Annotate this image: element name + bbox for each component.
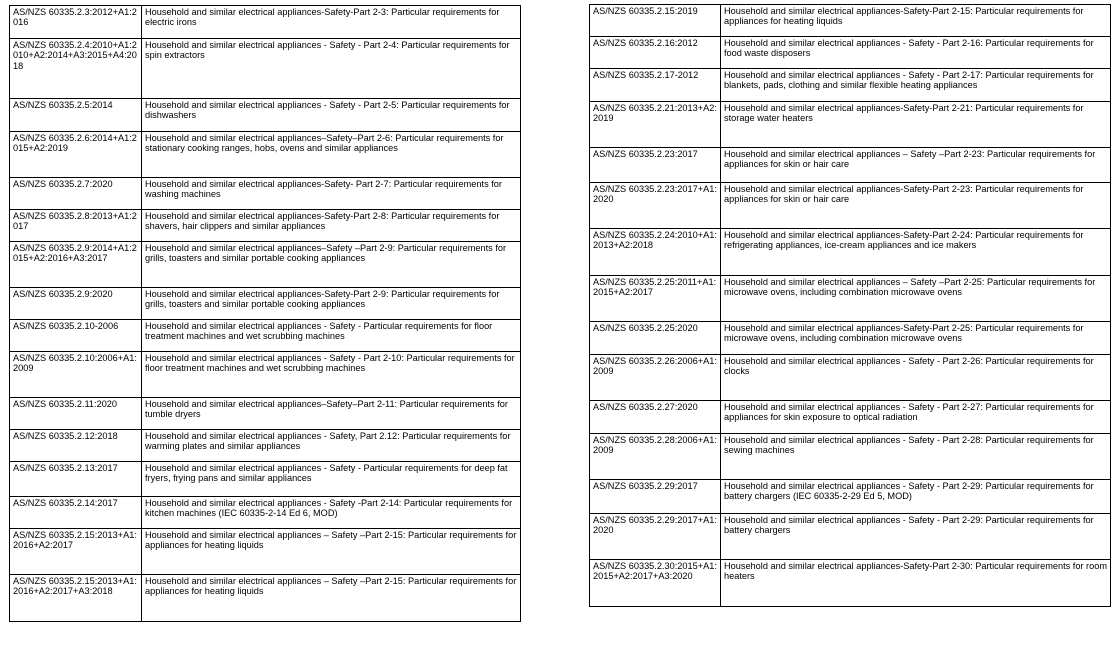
table-row bbox=[10, 320, 521, 352]
table-row bbox=[590, 480, 1111, 514]
standard-code: AS/NZS 60335.2.25:2011+A1:2015+A2:2017 bbox=[590, 276, 721, 322]
standard-title: Household and similar electrical appliances - Safety - Part 2-27: Particular requirements for appliances for skin exposure to optical radiation bbox=[721, 401, 1111, 434]
table-row bbox=[10, 288, 521, 320]
standard-code: AS/NZS 60335.2.10-2006 bbox=[10, 320, 142, 352]
table-row bbox=[10, 398, 521, 430]
standard-code: AS/NZS 60335.2.24:2010+A1:2013+A2:2018 bbox=[590, 229, 721, 276]
standard-code: AS/NZS 60335.2.15:2013+A1:2016+A2:2017+A3:2018 bbox=[10, 575, 142, 622]
standard-code: AS/NZS 60335.2.30:2015+A1:2015+A2:2017+A3:2020 bbox=[590, 560, 721, 607]
standard-title: Household and similar electrical appliances–Safety–Part 2-6: Particular requirements for stationary cooking ranges, hobs, ovens and similar appliances bbox=[142, 132, 521, 178]
standard-code: AS/NZS 60335.2.8:2013+A1:2017 bbox=[10, 210, 142, 242]
standard-title: Household and similar electrical appliances-Safety-Part 2-30: Particular requirements for room heaters bbox=[721, 560, 1111, 607]
standard-code: AS/NZS 60335.2.29:2017+A1:2020 bbox=[590, 514, 721, 560]
standard-code: AS/NZS 60335.2.10:2006+A1:2009 bbox=[10, 352, 142, 398]
standard-title: Household and similar electrical appliances-Safety-Part 2-15: Particular requirements for appliances for heating liquids bbox=[721, 5, 1111, 37]
table-row bbox=[10, 242, 521, 288]
table-row bbox=[590, 229, 1111, 276]
standard-code: AS/NZS 60335.2.7:2020 bbox=[10, 178, 142, 210]
standard-code: AS/NZS 60335.2.5:2014 bbox=[10, 99, 142, 132]
table-row bbox=[10, 430, 521, 462]
standard-code: AS/NZS 60335.2.9:2020 bbox=[10, 288, 142, 320]
table-row bbox=[10, 462, 521, 497]
standard-title: Household and similar electrical appliances - Safety, Part 2.12: Particular requirements for warming plates and similar appliances bbox=[142, 430, 521, 462]
standard-code: AS/NZS 60335.2.3:2012+A1:2016 bbox=[10, 6, 142, 39]
standard-title: Household and similar electrical appliances – Safety –Part 2-15: Particular requirements for appliances for heating liquids bbox=[142, 575, 521, 622]
table-row bbox=[590, 183, 1111, 229]
standard-code: AS/NZS 60335.2.29:2017 bbox=[590, 480, 721, 514]
standard-code: AS/NZS 60335.2.28:2006+A1:2009 bbox=[590, 434, 721, 480]
standard-title: Household and similar electrical appliances-Safety-Part 2-8: Particular requirements for shavers, hair clippers and similar appliances bbox=[142, 210, 521, 242]
table-row bbox=[590, 322, 1111, 355]
standard-title: Household and similar electrical appliances - Safety -Part 2-14: Particular requirements for kitchen machines (IEC 60335-2-14 Ed 6, MOD) bbox=[142, 497, 521, 529]
table-row bbox=[10, 178, 521, 210]
table-row bbox=[10, 529, 521, 575]
standard-title: Household and similar electrical appliances - Safety - Part 2-5: Particular requirements for dishwashers bbox=[142, 99, 521, 132]
standard-code: AS/NZS 60335.2.15:2019 bbox=[590, 5, 721, 37]
standard-code: AS/NZS 60335.2.26:2006+A1:2009 bbox=[590, 355, 721, 401]
standard-code: AS/NZS 60335.2.17-2012 bbox=[590, 69, 721, 102]
standard-title: Household and similar electrical appliances - Safety - Part 2-17: Particular requirements for blankets, pads, clothing and similar flexible heating appliances bbox=[721, 69, 1111, 102]
table-row bbox=[10, 6, 521, 39]
standard-code: AS/NZS 60335.2.27:2020 bbox=[590, 401, 721, 434]
standard-title: Household and similar electrical appliances - Safety - Part 2-10: Particular requirements for floor treatment machines and wet scrubbing machines bbox=[142, 352, 521, 398]
standard-code: AS/NZS 60335.2.9:2014+A1:2015+A2:2016+A3:2017 bbox=[10, 242, 142, 288]
table-row bbox=[590, 5, 1111, 37]
table-row bbox=[590, 69, 1111, 102]
standard-title: Household and similar electrical appliances–Safety –Part 2-9: Particular requirements for grills, toasters and similar portable cooking appliances bbox=[142, 242, 521, 288]
table-row bbox=[590, 148, 1111, 183]
table-row bbox=[590, 401, 1111, 434]
standard-code: AS/NZS 60335.2.12:2018 bbox=[10, 430, 142, 462]
table-row bbox=[590, 560, 1111, 607]
table-row bbox=[590, 37, 1111, 69]
standard-title: Household and similar electrical appliances-Safety-Part 2-23: Particular requirements for appliances for skin or hair care bbox=[721, 183, 1111, 229]
standard-title: Household and similar electrical appliances-Safety- Part 2-7: Particular requirements for washing machines bbox=[142, 178, 521, 210]
standard-code: AS/NZS 60335.2.13:2017 bbox=[10, 462, 142, 497]
table-row bbox=[590, 434, 1111, 480]
standard-title: Household and similar electrical appliances - Safety - Particular requirements for floor treatment machines and wet scrubbing machines bbox=[142, 320, 521, 352]
standard-title: Household and similar electrical appliances-Safety-Part 2-25: Particular requirements for microwave ovens, including combination microwave ovens bbox=[721, 322, 1111, 355]
standard-title: Household and similar electrical appliances-Safety-Part 2-24: Particular requirements for refrigerating appliances, ice-cream appliances and ice makers bbox=[721, 229, 1111, 276]
table-row bbox=[10, 39, 521, 99]
standards-table-left bbox=[9, 5, 521, 622]
standard-title: Household and similar electrical appliances – Safety –Part 2-25: Particular requirements for microwave ovens, including combination microwave ovens bbox=[721, 276, 1111, 322]
table-row bbox=[10, 497, 521, 529]
standard-title: Household and similar electrical appliances - Safety - Part 2-29: Particular requirements for battery chargers bbox=[721, 514, 1111, 560]
table-row bbox=[10, 99, 521, 132]
table-row bbox=[10, 132, 521, 178]
standard-title: Household and similar electrical appliances - Safety - Particular requirements for deep fat fryers, frying pans and similar appliances bbox=[142, 462, 521, 497]
table-row bbox=[10, 352, 521, 398]
standard-title: Household and similar electrical appliances - Safety - Part 2-16: Particular requirements for food waste disposers bbox=[721, 37, 1111, 69]
standard-title: Household and similar electrical appliances - Safety - Part 2-4: Particular requirements for spin extractors bbox=[142, 39, 521, 99]
standard-title: Household and similar electrical appliances-Safety-Part 2-21: Particular requirements for storage water heaters bbox=[721, 102, 1111, 148]
standard-title: Household and similar electrical appliances-Safety-Part 2-3: Particular requirements for electric irons bbox=[142, 6, 521, 39]
standard-code: AS/NZS 60335.2.4:2010+A1:2010+A2:2014+A3:2015+A4:2018 bbox=[10, 39, 142, 99]
standard-code: AS/NZS 60335.2.23:2017+A1:2020 bbox=[590, 183, 721, 229]
table-row bbox=[590, 355, 1111, 401]
standard-title: Household and similar electrical appliances - Safety - Part 2-26: Particular requirements for clocks bbox=[721, 355, 1111, 401]
standard-title: Household and similar electrical appliances-Safety-Part 2-9: Particular requirements for grills, toasters and similar portable cooking appliances bbox=[142, 288, 521, 320]
standard-code: AS/NZS 60335.2.25:2020 bbox=[590, 322, 721, 355]
standards-table-right bbox=[589, 4, 1111, 607]
table-row bbox=[590, 102, 1111, 148]
standard-code: AS/NZS 60335.2.16:2012 bbox=[590, 37, 721, 69]
standard-code: AS/NZS 60335.2.6:2014+A1:2015+A2:2019 bbox=[10, 132, 142, 178]
table-row bbox=[590, 276, 1111, 322]
standard-title: Household and similar electrical appliances–Safety–Part 2-11: Particular requirements for tumble dryers bbox=[142, 398, 521, 430]
standard-title: Household and similar electrical appliances - Safety - Part 2-29: Particular requirements for battery chargers (IEC 60335-2-29 Ed 5, MOD) bbox=[721, 480, 1111, 514]
standard-code: AS/NZS 60335.2.15:2013+A1:2016+A2:2017 bbox=[10, 529, 142, 575]
standard-code: AS/NZS 60335.2.11:2020 bbox=[10, 398, 142, 430]
standard-title: Household and similar electrical appliances – Safety –Part 2-23: Particular requirements for appliances for skin or hair care bbox=[721, 148, 1111, 183]
table-row bbox=[590, 514, 1111, 560]
standard-title: Household and similar electrical appliances - Safety - Part 2-28: Particular requirements for sewing machines bbox=[721, 434, 1111, 480]
standard-code: AS/NZS 60335.2.23:2017 bbox=[590, 148, 721, 183]
table-row bbox=[10, 210, 521, 242]
standard-code: AS/NZS 60335.2.21:2013+A2:2019 bbox=[590, 102, 721, 148]
standard-code: AS/NZS 60335.2.14:2017 bbox=[10, 497, 142, 529]
table-row bbox=[10, 575, 521, 622]
standard-title: Household and similar electrical appliances – Safety –Part 2-15: Particular requirements for appliances for heating liquids bbox=[142, 529, 521, 575]
